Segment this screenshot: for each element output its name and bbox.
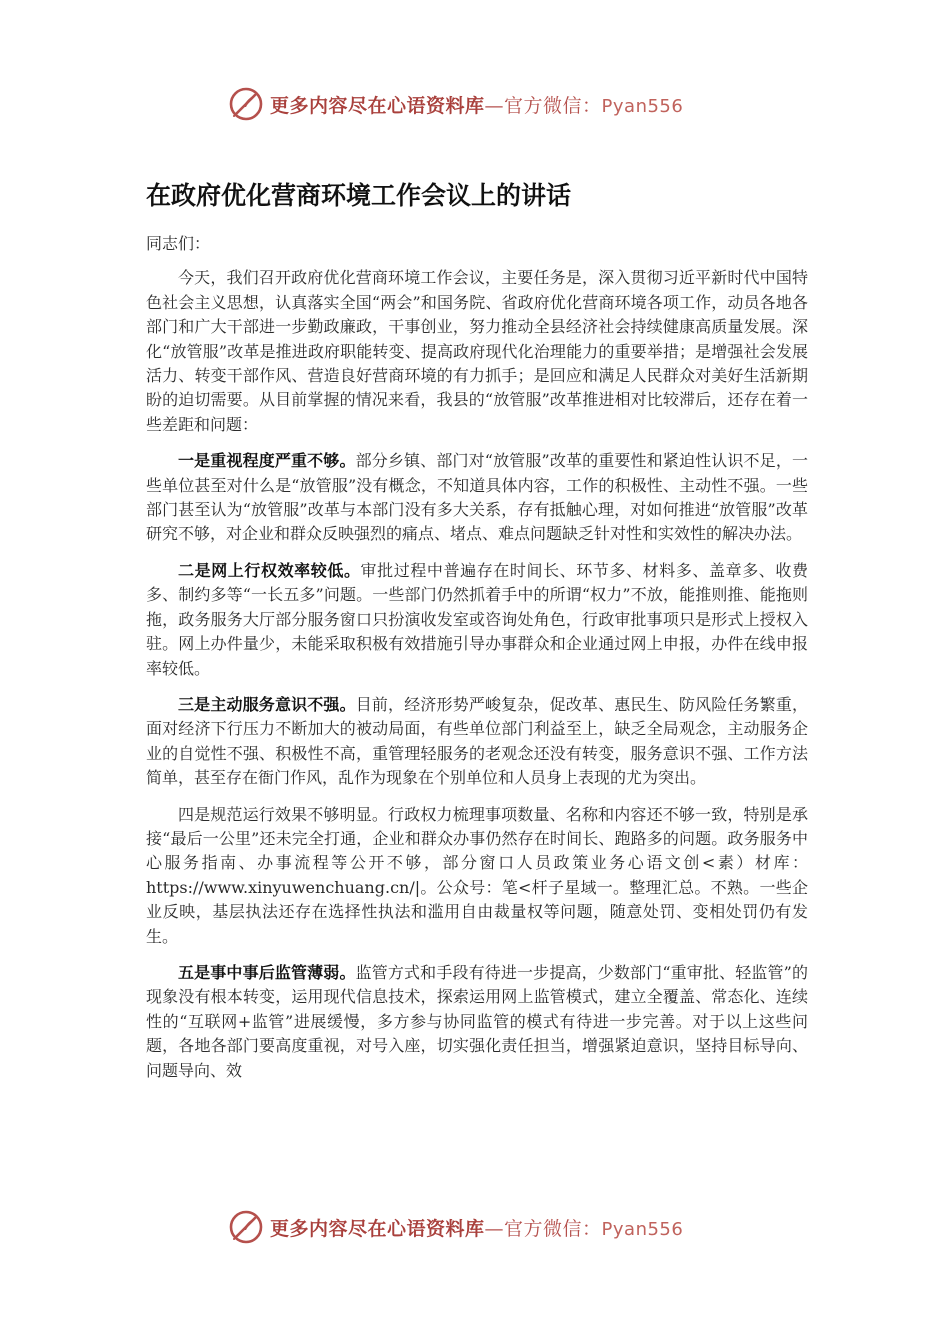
banner-wechat-label: 官方微信： [504, 94, 602, 117]
problem-heading-1: 一是重视程度严重不够。 [178, 451, 356, 471]
footer-banner [228, 1207, 748, 1247]
greeting: 同志们： [146, 234, 211, 253]
quill-logo-icon [228, 1209, 264, 1245]
banner-dash: — [484, 1217, 505, 1240]
intro-paragraph: 今天，我们召开政府优化营商环境工作会议，主要任务是，深入贯彻习近平新时代中国特色社会主义思想，认真落实全国“两会”和国务院、省政府优化营商环境各项工作，动员各地各部门和广大干部进一步勤政廉政，干事创业，努力推动全县经济社会持续健康高质量发展。深化“放管服”改革是推进政府职能转变、提高政府现代化治理能力的重要举措；是增强社会发展活力、转变干部作风、营造良好营商环境的有力抓手；是回应和满足人民群众对美好生活新期盼的迫切需要。从目前掌握的情况来看，我县的“放管服”改革推进相对比较滞后，还存在着一些差距和问题： [146, 268, 808, 434]
problem-paragraph-5 [146, 961, 808, 1083]
document-title: 在政府优化营商环境工作会议上的讲话 [146, 181, 572, 210]
document-body [146, 232, 808, 1095]
banner-wechat-id: Pyan556 [601, 95, 684, 117]
problem-body-3: 目前，经济形势严峻复杂，促改革、惠民生、防风险任务繁重，面对经济下行压力不断加大的被动局面，有些单位部门利益至上，缺乏全局观念，主动服务企业的自觉性不强、积极性不高，重管理轻服务的老观念还没有转变，服务意识不强、工作方法简单，甚至存在衙门作风，乱作为现象在个别单位和人员身上表现的尤为突出。 [146, 694, 808, 788]
quill-logo-icon [228, 86, 264, 122]
header-banner [228, 84, 748, 124]
banner-brand: 更多内容尽在心语资料库 [270, 94, 485, 117]
problem-heading-2: 二是网上行权效率较低。 [178, 560, 361, 580]
banner-wechat-label: 官方微信： [504, 1217, 602, 1240]
banner-text [270, 91, 683, 118]
problem-paragraph-2 [146, 559, 808, 681]
problem-body-4: 四是规范运行效果不够明显。行政权力梳理事项数量、名称和内容还不够一致，特别是承接“最后一公里”还未完全打通，企业和群众办事仍然存在时间长、跑路多的问题。政务服务中心服务指南、办事流程等公开不够，部分窗口人员政策业务心语文创<素）材库：https://www.xinyuwenchuang.cn/|。公众号：笔<杆子星域一。整理汇总。不熟。一些企业反映，基层执法还存在选择性执法和滥用自由裁量权等问题，随意处罚、变相处罚仍有发生。 [146, 804, 808, 946]
banner-wechat-id: Pyan556 [601, 1218, 684, 1240]
banner-brand: 更多内容尽在心语资料库 [270, 1217, 485, 1240]
problem-paragraph-3 [146, 693, 808, 791]
problem-body-2: 审批过程中普遍存在时间长、环节多、材料多、盖章多、收费多、制约多等“一长五多”问题。一些部门仍然抓着手中的所谓“权力”不放，能推则推、能拖则拖，政务服务大厅部分服务窗口只扮演收发室或咨询处角色，行政审批事项只是形式上授权入驻。网上办件量少，未能采取积极有效措施引导办事群众和企业通过网上申报，办件在线申报率较低。 [146, 560, 808, 678]
problem-body-5: 监管方式和手段有待进一步提高，少数部门“重审批、轻监管”的现象没有根本转变，运用现代信息技术，探索运用网上监管模式，建立全覆盖、常态化、连续性的“互联网+监管”进展缓慢，多方参与协同监管的模式有待进一步完善。对于以上这些问题，各地各部门要高度重视，对号入座，切实强化责任担当，增强紧迫意识，坚持目标导向、问题导向、效 [146, 962, 808, 1080]
problem-heading-5: 五是事中事后监管薄弱。 [178, 962, 356, 982]
problem-heading-3: 三是主动服务意识不强。 [178, 694, 356, 714]
banner-text [270, 1214, 683, 1241]
banner-dash: — [484, 94, 505, 117]
problem-body-1: 部分乡镇、部门对“放管服”改革的重要性和紧迫性认识不足，一些单位甚至对什么是“放管服”没有概念，不知道具体内容，工作的积极性、主动性不强。一些部门甚至认为“放管服”改革与本部门没有多大关系，存有抵触心理，对如何推进“放管服”改革研究不够，对企业和群众反映强烈的痛点、堵点、难点问题缺乏针对性和实效性的解决办法。 [146, 451, 808, 544]
problem-paragraph-1 [146, 449, 808, 547]
problem-paragraph-4 [146, 803, 808, 949]
